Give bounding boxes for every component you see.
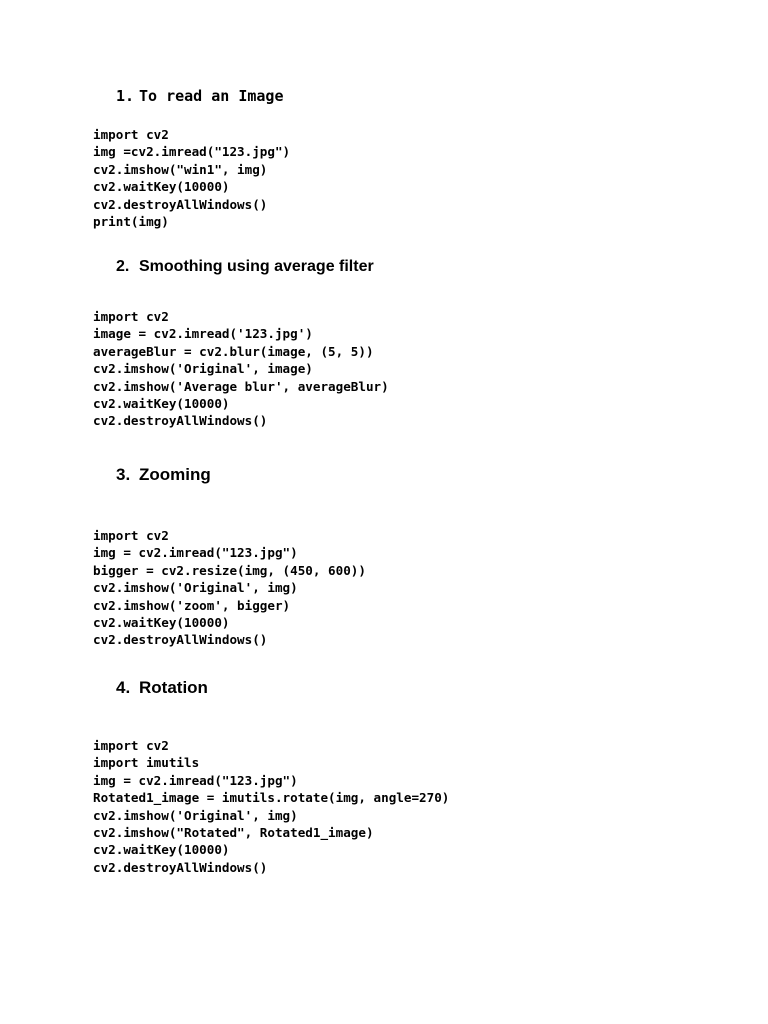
section-3-code-block: [93, 527, 366, 649]
section-1-title: To read an Image: [139, 87, 284, 105]
section-3-title: Zooming: [139, 465, 211, 484]
code-line: image = cv2.imread('123.jpg'): [93, 326, 313, 342]
code-line: import cv2: [93, 528, 169, 543]
section-4-code-block: [93, 737, 449, 876]
code-line: import cv2: [93, 309, 169, 324]
code-line: img =cv2.imread("123.jpg"): [93, 144, 291, 160]
code-line: cv2.imshow("Rotated", Rotated1_image): [93, 824, 374, 840]
code-line: bigger = cv2.resize(img, (450, 600)): [93, 562, 366, 578]
code-line: cv2.imshow('Original', img): [93, 580, 298, 596]
section-1-heading: [116, 89, 284, 104]
code-line: cv2.destroyAllWindows(): [93, 413, 268, 429]
section-2-heading: [116, 259, 374, 275]
section-3-heading: [116, 466, 211, 483]
code-line: import cv2: [93, 738, 169, 753]
code-line: cv2.destroyAllWindows(): [93, 632, 268, 648]
code-line: import cv2: [93, 127, 169, 142]
code-line: cv2.waitKey(10000): [93, 614, 230, 630]
code-line: cv2.imshow('zoom', bigger): [93, 597, 291, 613]
code-line: import imutils: [93, 755, 200, 771]
code-line: img = cv2.imread("123.jpg"): [93, 772, 298, 788]
code-line: cv2.destroyAllWindows(): [93, 196, 268, 212]
code-line: cv2.imshow('Original', image): [93, 361, 313, 377]
code-line: cv2.waitKey(10000): [93, 842, 230, 858]
section-1-number: 1.: [116, 87, 135, 105]
code-line: cv2.imshow('Original', img): [93, 807, 298, 823]
code-line: cv2.imshow('Average blur', averageBlur): [93, 378, 389, 394]
section-4-heading: [116, 679, 208, 696]
section-3-number: 3.: [116, 465, 131, 484]
section-2-code-block: [93, 308, 389, 430]
code-line: print(img): [93, 213, 169, 229]
section-1-code-block: [93, 126, 290, 230]
section-4-number: 4.: [116, 678, 131, 697]
section-4-title: Rotation: [139, 678, 208, 697]
code-line: Rotated1_image = imutils.rotate(img, angle=270): [93, 790, 450, 806]
code-line: averageBlur = cv2.blur(image, (5, 5)): [93, 343, 374, 359]
code-line: cv2.waitKey(10000): [93, 395, 230, 411]
code-line: cv2.waitKey(10000): [93, 179, 230, 195]
section-2-number: 2.: [116, 258, 130, 275]
code-line: cv2.imshow("win1", img): [93, 161, 268, 177]
code-line: img = cv2.imread("123.jpg"): [93, 545, 298, 561]
code-line: cv2.destroyAllWindows(): [93, 859, 268, 875]
section-2-title: Smoothing using average filter: [139, 258, 374, 275]
